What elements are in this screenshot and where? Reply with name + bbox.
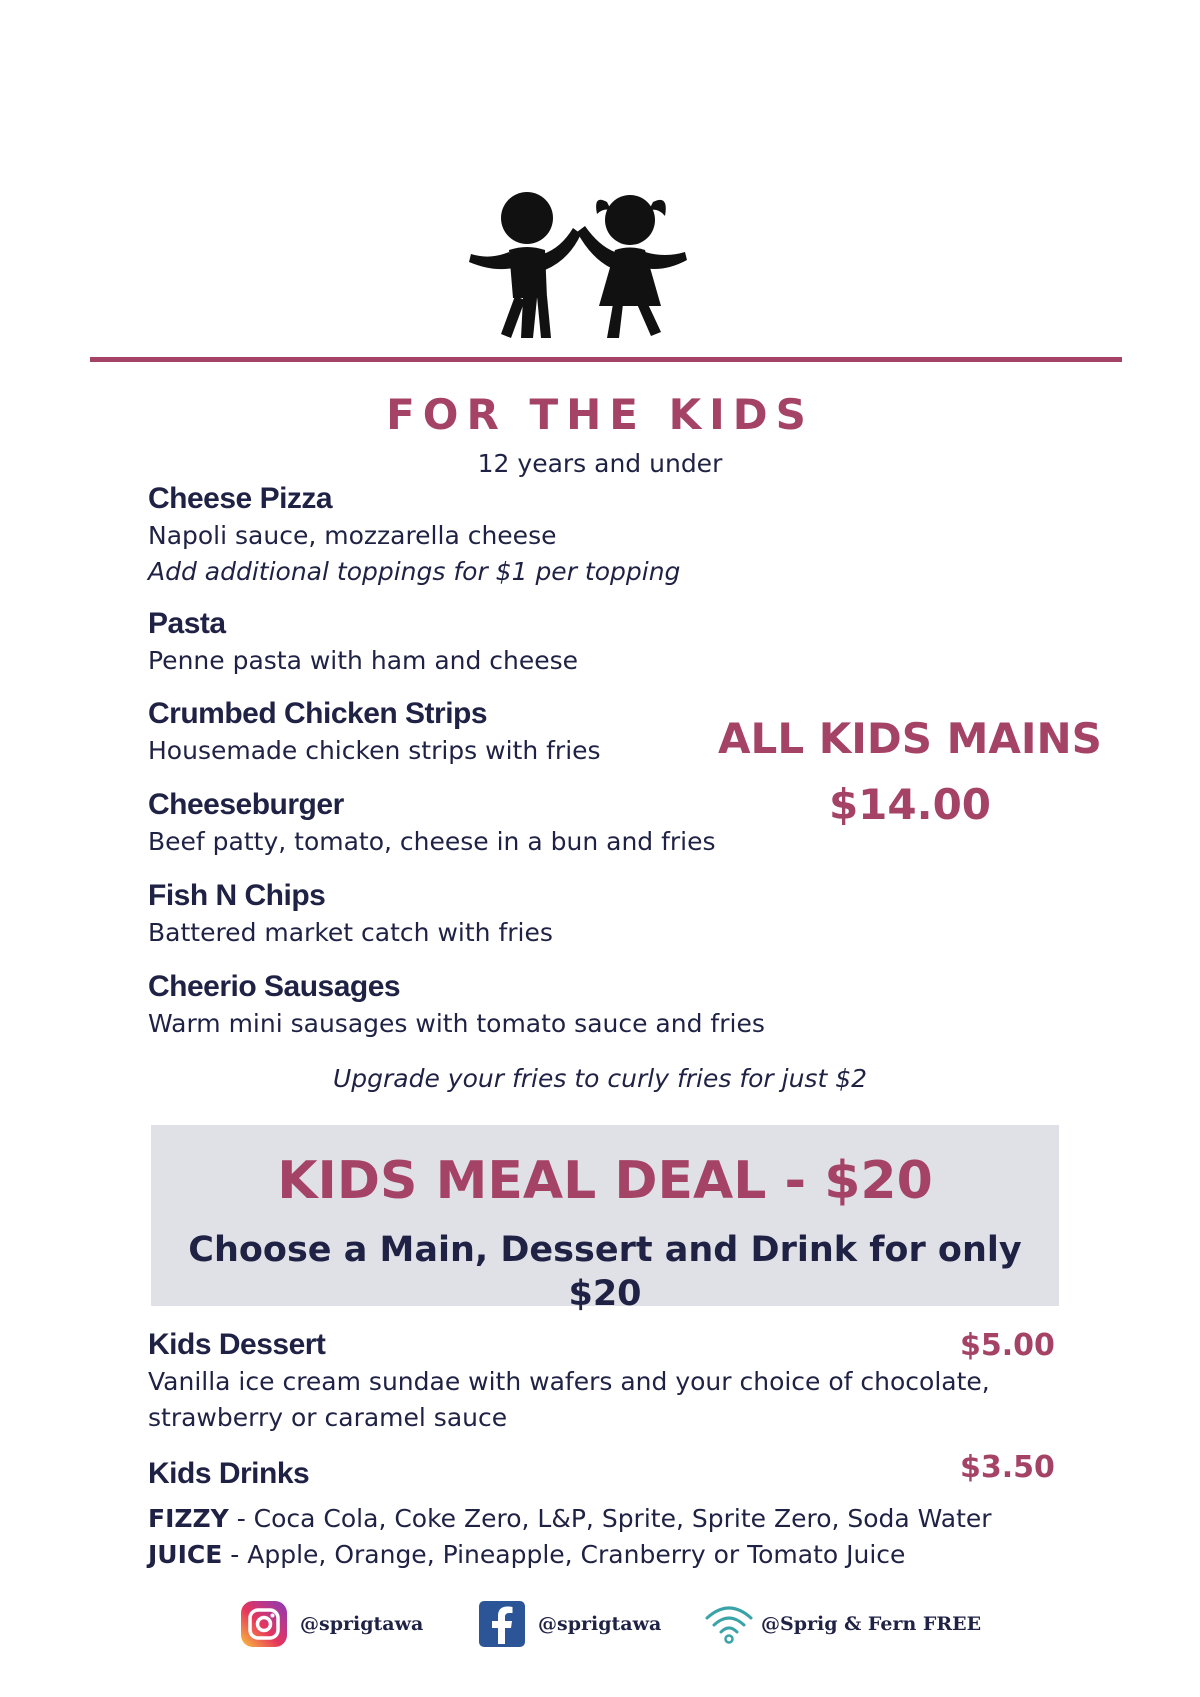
meal-deal-title: KIDS MEAL DEAL - $20: [277, 1151, 933, 1211]
menu-item-kids-drinks: [148, 1455, 992, 1573]
facebook-handle: @sprigtawa: [538, 1613, 662, 1635]
facebook-icon: [478, 1600, 526, 1648]
item-description: Vanilla ice cream sundae with wafers and your choice of chocolate,: [148, 1367, 990, 1396]
juice-label: JUICE: [148, 1540, 223, 1569]
item-name: Crumbed Chicken Strips: [148, 697, 488, 730]
item-description: Warm mini sausages with tomato sauce and fries: [148, 1009, 765, 1038]
item-description: Penne pasta with ham and cheese: [148, 646, 579, 675]
instagram-link[interactable]: [240, 1600, 423, 1648]
menu-item-fish-n-chips: [148, 877, 553, 951]
item-description: Napoli sauce, mozzarella cheese: [148, 521, 557, 550]
kids-icon: [465, 188, 705, 343]
item-name: Cheeseburger: [148, 788, 344, 821]
dessert-price: $5.00: [960, 1328, 1055, 1363]
meal-deal-subtitle: Choose a Main, Dessert and Drink for only $20: [188, 1230, 1022, 1314]
fizzy-items: - Coca Cola, Coke Zero, L&P, Sprite, Sprite Zero, Soda Water: [228, 1504, 992, 1533]
wifi-icon: [703, 1600, 755, 1648]
item-name: Cheese Pizza: [148, 482, 333, 515]
mains-price-label: ALL KIDS MAINS: [718, 714, 1102, 763]
item-name: Kids Drinks: [148, 1457, 310, 1490]
menu-item-chicken-strips: [148, 695, 601, 769]
menu-item-cheese-pizza: [148, 480, 680, 590]
mains-price: $14.00: [828, 780, 992, 829]
upgrade-note: Upgrade your fries to curly fries for just $2: [332, 1064, 868, 1093]
item-name: Kids Dessert: [148, 1328, 326, 1361]
facebook-link[interactable]: [478, 1600, 661, 1648]
item-name: Fish N Chips: [148, 879, 326, 912]
menu-item-kids-dessert: [148, 1326, 990, 1436]
fizzy-label: FIZZY: [148, 1504, 229, 1533]
drinks-juice-line: [148, 1537, 992, 1573]
instagram-icon: [240, 1600, 288, 1648]
menu-item-cheeseburger: [148, 786, 716, 860]
drinks-fizzy-line: [148, 1501, 992, 1537]
meal-deal-box: [151, 1125, 1059, 1314]
item-name: Pasta: [148, 607, 226, 640]
item-description: Housemade chicken strips with fries: [148, 736, 601, 765]
item-description: Beef patty, tomato, cheese in a bun and fries: [148, 827, 716, 856]
wifi-info: [703, 1600, 981, 1648]
drinks-price: $3.50: [960, 1450, 1055, 1485]
item-description-cont: strawberry or caramel sauce: [148, 1403, 508, 1432]
page-subtitle: 12 years and under: [477, 449, 723, 478]
item-note: Add additional toppings for $1 per topping: [148, 557, 681, 586]
item-description: Battered market catch with fries: [148, 918, 553, 947]
wifi-name: @Sprig & Fern FREE: [761, 1613, 982, 1635]
header-rule: [90, 357, 1122, 362]
item-name: Cheerio Sausages: [148, 970, 401, 1003]
page-title: FOR THE KIDS: [386, 390, 814, 439]
instagram-handle: @sprigtawa: [300, 1613, 424, 1635]
juice-items: - Apple, Orange, Pineapple, Cranberry or Tomato Juice: [222, 1540, 906, 1569]
menu-item-cheerio-sausages: [148, 968, 765, 1042]
menu-item-pasta: [148, 605, 578, 679]
